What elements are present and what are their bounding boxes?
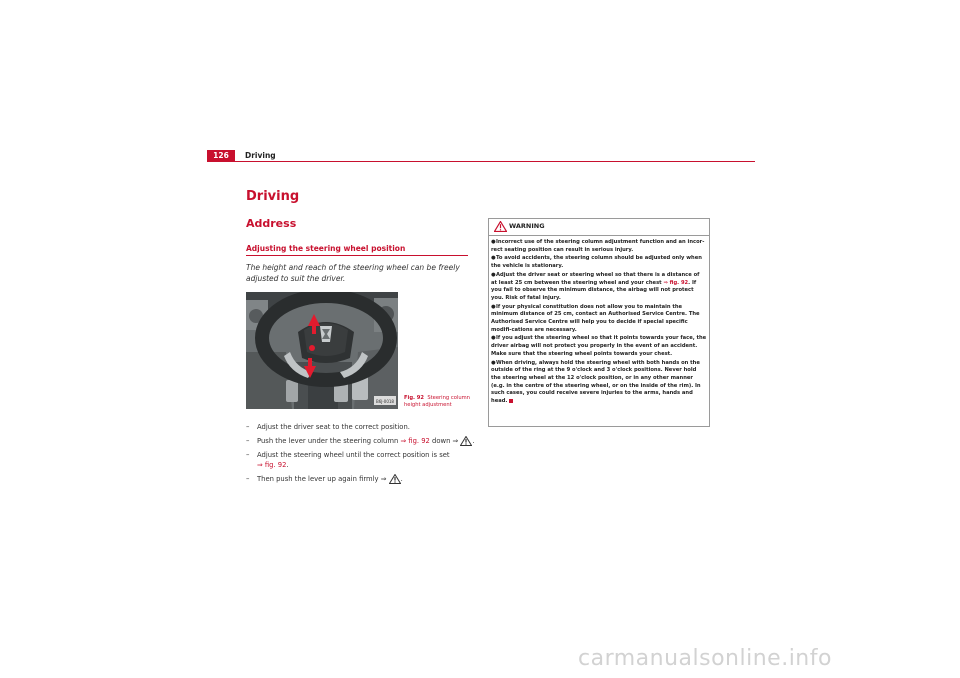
figure-caption-text: Steering column height adjustment — [404, 395, 470, 408]
step-text: Adjust the steering wheel until the correct position is set — [257, 451, 450, 459]
warning-triangle-icon[interactable] — [460, 436, 475, 446]
instruction-steps — [246, 422, 476, 488]
step-text: . — [472, 437, 475, 445]
page-number: 126 — [207, 150, 235, 162]
figure-caption-label: Fig. 92 — [404, 395, 425, 401]
warning-body — [489, 236, 709, 406]
step-3 — [246, 450, 476, 470]
step-1 — [246, 422, 476, 432]
warning-item-text: Adjust the driver seat or steering wheel so that there is a distance of at least 25 cm between the steering wheel and your chest — [491, 271, 700, 286]
warning-item-text: To avoid accidents, the steering column should be adjusted only when the vehicle is stationary. — [491, 255, 702, 270]
warning-item — [491, 272, 707, 303]
step-dash: – — [246, 451, 250, 459]
figure-link[interactable]: ⇒ fig. 92 — [663, 279, 689, 286]
warning-item — [491, 335, 707, 358]
warning-triangle-icon[interactable] — [389, 474, 401, 484]
warning-item — [491, 239, 707, 254]
figure-caption — [404, 395, 472, 409]
warning-item — [491, 360, 707, 406]
subsection-title: Adjusting the steering wheel position — [246, 244, 406, 253]
warning-item-text: Incorrect use of the steering column adjustment function and an incor-rect seating position can result in serious injury. — [491, 239, 705, 253]
watermark: carmanualsonline.info — [578, 646, 832, 671]
figure-link[interactable]: ⇒ fig. 92 — [400, 437, 430, 445]
section-title: Address — [246, 217, 297, 230]
figure-link[interactable]: ⇒ fig. 92 — [257, 461, 287, 469]
warning-item — [491, 255, 707, 270]
running-header: Driving — [245, 151, 276, 160]
step-text: down ⇒ — [429, 437, 461, 445]
warning-triangle-icon — [494, 221, 507, 232]
step-dash: – — [246, 437, 250, 445]
step-text: Then push the lever up again firmly ⇒ — [257, 475, 389, 483]
bullet: ● — [491, 359, 496, 366]
step-text: Adjust the driver seat to the correct position. — [257, 423, 410, 431]
header-rule — [207, 161, 755, 162]
bullet: ● — [491, 335, 496, 342]
warning-box — [488, 218, 710, 427]
warning-item-text: When driving, always hold the steering wheel with both hands on the outside of the ring at the 9 o'clock and 3 o'clock positions. Never hold the steering wheel at the 12 o'clock position, or in any other manner (e.g. in the centre of the steering wheel, or on the inside of the rim). In such cases, you could receive severe injuries to the arms, hands and head. — [491, 359, 701, 405]
intro-text: The height and reach of the steering wheel can be freely adjusted to suit the driver. — [246, 263, 460, 283]
warning-header — [489, 219, 709, 236]
subsection-rule — [246, 255, 468, 256]
step-4 — [246, 474, 476, 484]
warning-item-text: If your physical constitution does not allow you to maintain the minimum distance of 25 cm, contact an Authorised Service Centre. The Authorised Service Centre will help you to decide if special specific modifi-cations are necessary. — [491, 303, 700, 333]
figure-code: B6J-0018 — [376, 399, 394, 404]
warning-item — [491, 304, 707, 335]
bullet: ● — [491, 271, 496, 278]
end-of-section-mark — [509, 399, 513, 403]
warning-item-text: If you adjust the steering wheel so that it points towards your face, the driver airbag will not protect you properly in the event of an accident. Make sure that the steering wheel points towards your chest. — [491, 335, 707, 357]
step-dash: – — [246, 475, 250, 483]
step-text: . — [286, 461, 289, 469]
bullet: ● — [491, 255, 496, 262]
step-2 — [246, 436, 476, 446]
step-text: Push the lever under the steering column — [257, 437, 401, 445]
step-text: . — [400, 475, 403, 483]
bullet: ● — [491, 303, 496, 310]
warning-item-text: . If you fail to observe the minimum distance, the airbag will not protect you. Risk of fatal injury. — [491, 279, 697, 301]
chapter-title: Driving — [246, 189, 300, 204]
steering-wheel-photo — [246, 292, 398, 409]
step-dash: – — [246, 423, 250, 431]
warning-title: WARNING — [509, 222, 545, 230]
bullet: ● — [491, 239, 496, 245]
